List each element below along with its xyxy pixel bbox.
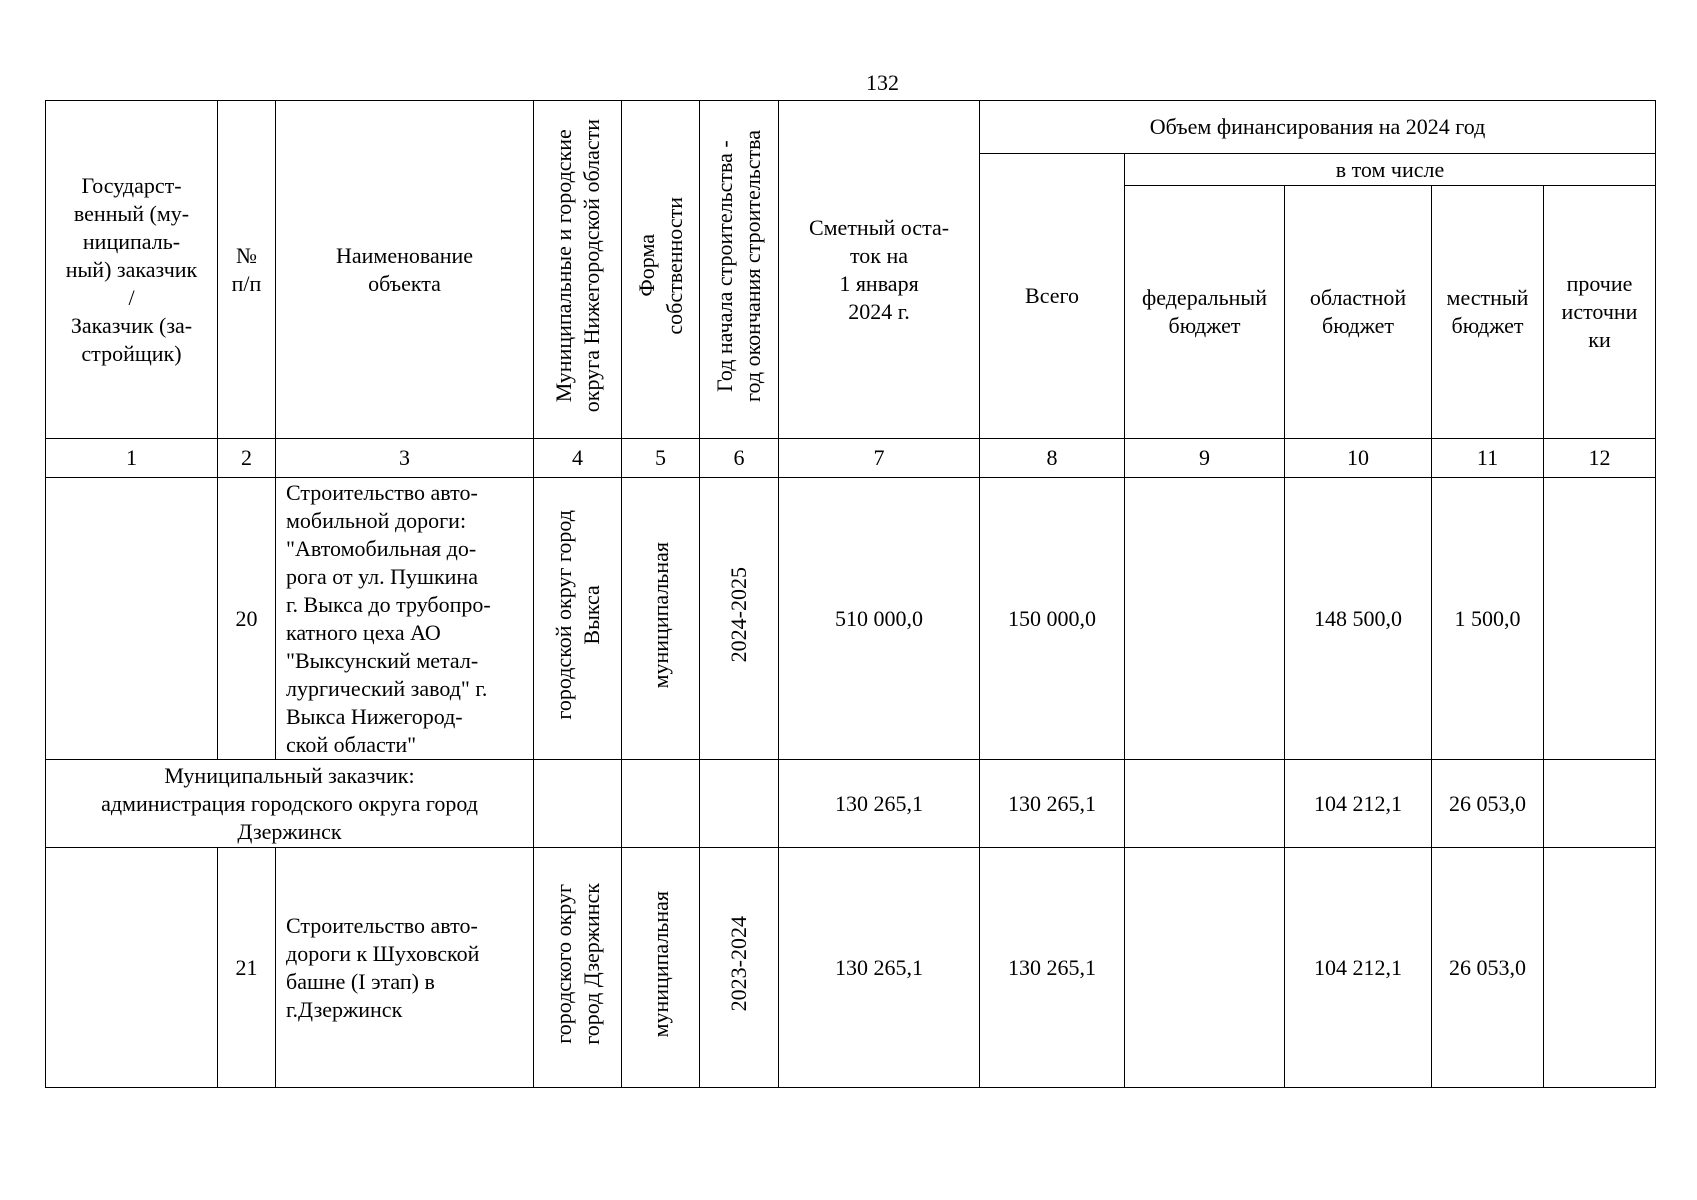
row-years-text: 2023-2024 <box>726 916 751 1012</box>
row-other <box>1544 760 1656 848</box>
row-years <box>700 760 779 848</box>
header-row-1 <box>46 101 1656 154</box>
row-ownership-text: муниципальная <box>647 541 673 689</box>
row-municipal-text: городской округ город Выкса <box>550 510 604 720</box>
row-other <box>1544 848 1656 1088</box>
column-number: 8 <box>980 439 1125 478</box>
row-customer-cell <box>46 478 218 760</box>
column-number: 6 <box>700 439 779 478</box>
header-num: № п/п <box>218 101 276 439</box>
column-number: 12 <box>1544 439 1656 478</box>
header-including: в том числе <box>1125 154 1656 186</box>
header-years-text: Год начала строительства - год окончания строительства <box>712 130 765 402</box>
header-ownership <box>622 101 700 439</box>
row-total: 130 265,1 <box>980 760 1125 848</box>
row-num: 21 <box>218 848 276 1088</box>
header-financing: Объем финансирования на 2024 год <box>980 101 1656 154</box>
column-number: 5 <box>622 439 700 478</box>
row-estimate: 510 000,0 <box>779 478 980 760</box>
row-ownership-text: муниципальная <box>647 890 673 1038</box>
row-federal <box>1125 760 1285 848</box>
row-municipal <box>534 760 622 848</box>
row-regional: 104 212,1 <box>1285 760 1432 848</box>
row-municipal <box>534 478 622 760</box>
page-number: 132 <box>866 70 899 95</box>
table-row-21 <box>46 848 1656 1088</box>
row-federal <box>1125 848 1285 1088</box>
row-total: 150 000,0 <box>980 478 1125 760</box>
header-municipal-text: Муниципальные и городские округа Нижегородской области <box>550 119 604 413</box>
row-total: 130 265,1 <box>980 848 1125 1088</box>
column-number: 11 <box>1432 439 1544 478</box>
column-number: 1 <box>46 439 218 478</box>
column-number: 2 <box>218 439 276 478</box>
header-customer: Государст- венный (му- ниципаль- ный) заказчик / Заказчик (за- стройщик) <box>46 101 218 439</box>
row-local: 26 053,0 <box>1432 760 1544 848</box>
header-years <box>700 101 779 439</box>
column-numbers-row <box>46 439 1656 478</box>
row-ownership <box>622 848 700 1088</box>
row-regional: 148 500,0 <box>1285 478 1432 760</box>
row-regional: 104 212,1 <box>1285 848 1432 1088</box>
header-regional: областной бюджет <box>1285 186 1432 439</box>
row-local: 26 053,0 <box>1432 848 1544 1088</box>
header-estimate: Сметный оста- ток на 1 января 2024 г. <box>779 101 980 439</box>
table-row-20 <box>46 478 1656 760</box>
header-ownership-text: Форма собственности <box>633 197 687 335</box>
row-estimate: 130 265,1 <box>779 760 980 848</box>
column-number: 3 <box>276 439 534 478</box>
header-object-name: Наименование объекта <box>276 101 534 439</box>
row-customer: Муниципальный заказчик: администрация городского округа город Дзержинск <box>46 760 534 848</box>
row-federal <box>1125 478 1285 760</box>
financing-table <box>45 100 1656 1088</box>
row-years <box>700 848 779 1088</box>
row-municipal-text: городского округ город Дзержинск <box>550 883 604 1045</box>
table-row-customer-dzerzhinsk <box>46 760 1656 848</box>
header-total: Всего <box>980 154 1125 439</box>
row-years-text: 2024-2025 <box>726 567 751 663</box>
column-number: 9 <box>1125 439 1285 478</box>
row-ownership <box>622 478 700 760</box>
row-num: 20 <box>218 478 276 760</box>
column-number: 4 <box>534 439 622 478</box>
row-customer-cell <box>46 848 218 1088</box>
row-municipal <box>534 848 622 1088</box>
row-object-name: Строительство авто- мобильной дороги: "Автомобильная до- рога от ул. Пушкина г. Выкса до трубопро- катного цеха АО "Выксунский метал- лургический завод" г. Выкса Нижегород- ской области" <box>276 478 534 760</box>
header-federal: федеральный бюджет <box>1125 186 1285 439</box>
header-other: прочие источни ки <box>1544 186 1656 439</box>
row-estimate: 130 265,1 <box>779 848 980 1088</box>
row-local: 1 500,0 <box>1432 478 1544 760</box>
column-number: 7 <box>779 439 980 478</box>
row-other <box>1544 478 1656 760</box>
row-years <box>700 478 779 760</box>
row-ownership <box>622 760 700 848</box>
header-local: местный бюджет <box>1432 186 1544 439</box>
column-number: 10 <box>1285 439 1432 478</box>
header-municipal <box>534 101 622 439</box>
row-object-name: Строительство авто- дороги к Шуховской башне (I этап) в г.Дзержинск <box>276 848 534 1088</box>
